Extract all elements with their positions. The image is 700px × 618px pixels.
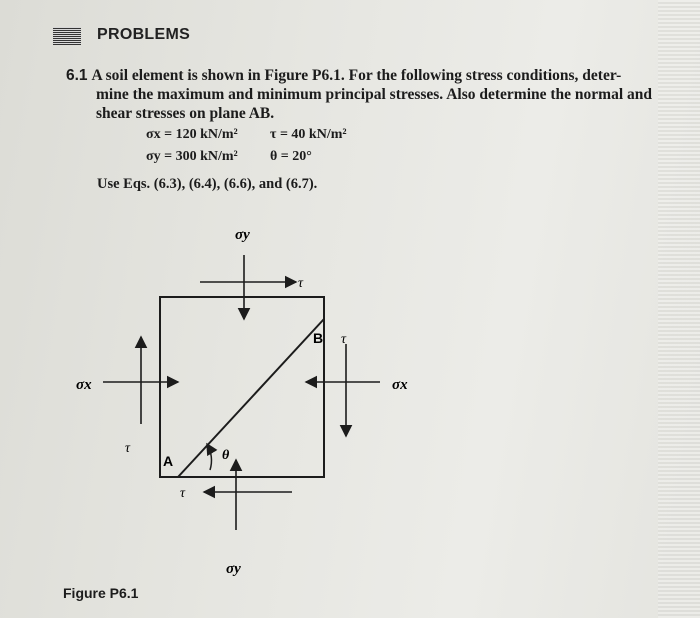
label-sigma-y-bottom: σy <box>226 561 241 577</box>
problem-text-line1: A soil element is shown in Figure P6.1. For the following stress conditions, deter- <box>91 67 622 84</box>
label-tau-left: τ <box>125 441 131 456</box>
label-sigma-x-right: σx <box>392 377 408 393</box>
condition-sigma-y: σy = 300 kN/m² <box>146 149 238 164</box>
label-point-a: A <box>163 453 174 469</box>
label-sigma-y-top: σy <box>235 227 250 243</box>
label-sigma-x-left: σx <box>76 377 92 393</box>
soil-element-square <box>160 297 324 477</box>
label-tau-top: τ <box>298 276 304 291</box>
section-heading: PROBLEMS <box>97 26 191 43</box>
figure-caption: Figure P6.1 <box>63 585 139 601</box>
label-theta: θ <box>222 448 230 463</box>
theta-angle-arc <box>207 444 211 470</box>
condition-theta: θ = 20° <box>270 149 312 164</box>
condition-sigma-x: σx = 120 kN/m² <box>146 127 238 142</box>
condition-tau: τ = 40 kN/m² <box>270 127 347 142</box>
problem-text-line2: mine the maximum and minimum principal stresses. Also determine the normal and <box>96 86 652 103</box>
label-tau-bottom: τ <box>180 486 186 501</box>
label-point-b: B <box>313 330 324 346</box>
label-tau-right: τ <box>341 332 347 347</box>
plane-ab-line <box>178 319 324 477</box>
problem-number: 6.1 <box>66 67 88 84</box>
problem-text-line3: shear stresses on plane AB. <box>96 105 275 122</box>
use-equations: Use Eqs. (6.3), (6.4), (6.6), and (6.7). <box>97 176 318 192</box>
